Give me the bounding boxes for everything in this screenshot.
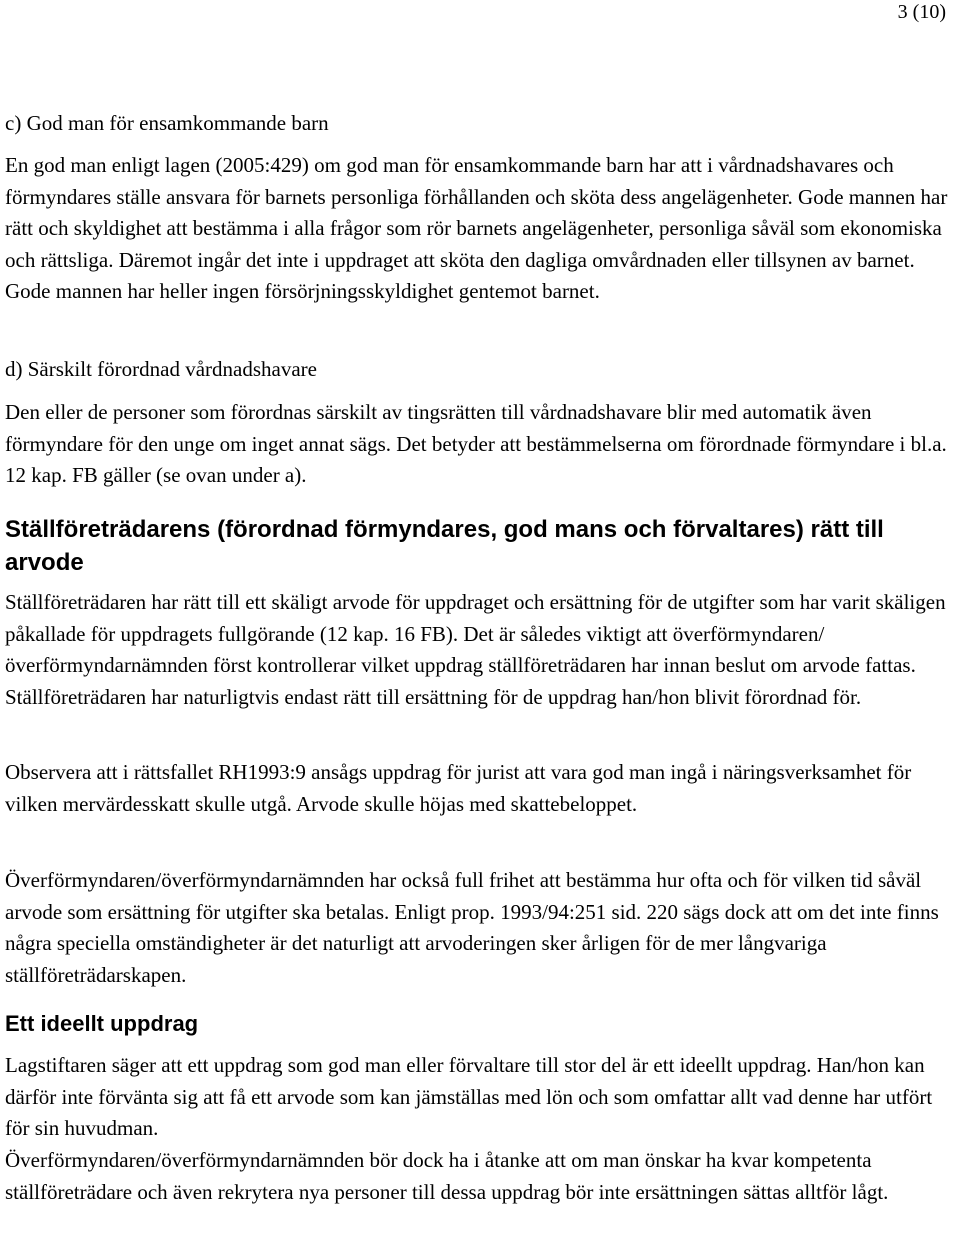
section-d-heading: d) Särskilt förordnad vårdnadshavare xyxy=(5,357,317,381)
section-arvode-paragraph-2: Observera att i rättsfallet RH1993:9 ansågs uppdrag för jurist att vara god man ingå i näringsverksamhet för vilken mervärdesskatt skulle utgå. Arvode skulle höjas med skattebeloppet. xyxy=(5,760,912,816)
section-arvode-paragraph-1: Ställföreträdaren har rätt till ett skäligt arvode för uppdraget och ersättning för de utgifter som har varit skäligen påkallade för uppdragets fullgörande (12 kap. 16 FB). Det är således viktigt att överförmyndaren/överförmyndarnämnden först kontrollerar vilket uppdrag ställföreträdaren har innan beslut om arvode fattas. Ställföreträdaren har naturligtvis endast rätt till ersättning för de uppdrag han/hon blivit förordnad för. xyxy=(5,590,946,709)
section-ideellt-paragraph-2: Överförmyndaren/överförmyndarnämnden bör dock ha i åtanke att om man önskar ha kvar kompetenta ställföreträdare och även rekrytera nya personer till dessa uppdrag bör inte ersättningen sättas alltför lågt. xyxy=(5,1148,889,1204)
section-ideellt-heading: Ett ideellt uppdrag xyxy=(5,1011,199,1036)
section-ideellt-paragraph-1: Lagstiftaren säger att ett uppdrag som god man eller förvaltare till stor del är ett ideellt uppdrag. Han/hon kan därför inte förvänta sig att få ett arvode som kan jämställas med lön och som omfattar allt vad denne har utfört för sin huvudman. xyxy=(5,1053,933,1140)
section-d-paragraph: Den eller de personer som förordnas särskilt av tingsrätten till vårdnadshavare blir med automatik även förmyndare för den unge om inget annat sägs. Det betyder att bestämmelserna om förordnade förmyndare i bl.a. 12 kap. FB gäller (se ovan under a). xyxy=(5,400,947,487)
section-arvode-heading: Ställföreträdarens (förordnad förmyndares, god mans och förvaltares) rätt till arvode xyxy=(5,516,884,576)
section-c-heading: c) God man för ensamkommande barn xyxy=(5,111,329,135)
section-c-paragraph: En god man enligt lagen (2005:429) om god man för ensamkommande barn har att i vårdnadshavares och förmyndares ställe ansvara för barnets personliga förhållanden och sköta dess angelägenheter. Gode mannen har rätt och skyldighet att bestämma i alla frågor som rör barnets angelägenheter, personliga såväl som ekonomiska och rättsliga. Däremot ingår det inte i uppdraget att sköta den dagliga omvårdnaden eller tillsynen av barnet. Gode mannen har heller ingen försörjningsskyldighet gentemot barnet. xyxy=(5,153,948,303)
section-arvode-paragraph-3: Överförmyndaren/överförmyndarnämnden har också full frihet att bestämma hur ofta och för vilken tid såväl arvode som ersättning för utgifter ska betalas. Enligt prop. 1993/94:251 sid. 220 sägs dock att om det inte finns några speciella omständigheter är det naturligt att arvoderingen sker årligen för de mer långvariga ställföreträdarskapen. xyxy=(5,868,939,987)
page-number: 3 (10) xyxy=(897,1,946,23)
